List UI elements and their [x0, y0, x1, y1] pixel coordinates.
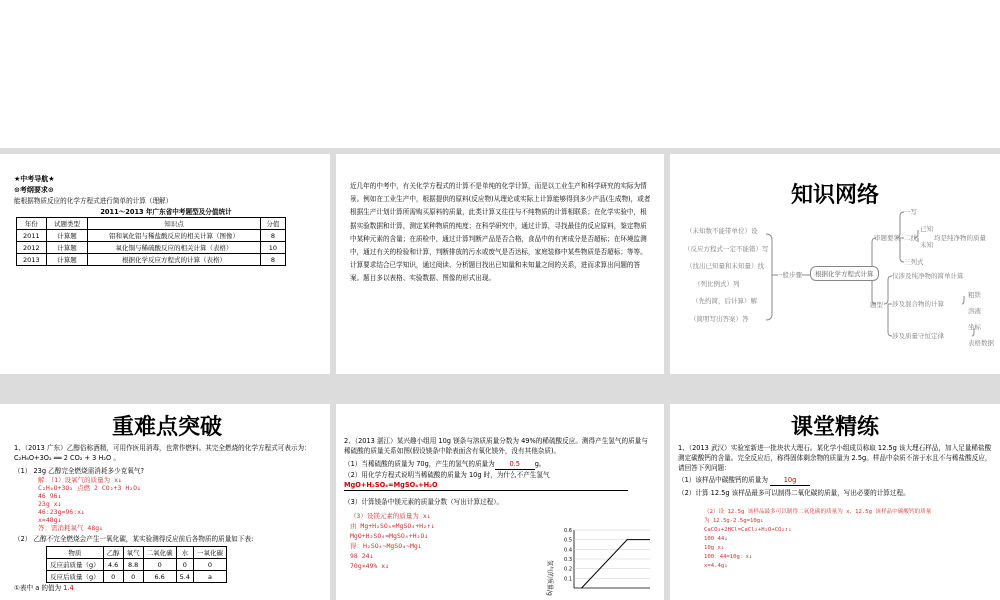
table-header: 物质	[47, 547, 104, 559]
table-row	[17, 254, 286, 266]
chart-y-tick-label: 0.2	[564, 566, 572, 573]
table-cell: 0	[103, 571, 123, 583]
table-header: 一氧化碳	[193, 547, 226, 559]
step-write: （反应方程式一定不能错）写	[684, 245, 769, 253]
chart-ylabel: 氢气的质量/g	[546, 560, 553, 596]
table-cell: 氧化铜与稀硫酸反应的相关计算（表格）	[88, 242, 261, 254]
slide-key-difficulties[interactable]	[0, 404, 330, 600]
slide6-title: 课堂精练	[790, 415, 879, 440]
table-cell: 计算题	[46, 242, 88, 254]
solution-line: 46 96↓	[38, 492, 62, 500]
chart-y-tick-label: 0.4	[564, 547, 572, 554]
table-cell: 2011	[17, 230, 47, 242]
unknown-label: 未知	[920, 241, 933, 249]
solution-line: x=48g↓	[38, 516, 62, 524]
table-cell: 0	[123, 571, 143, 583]
practice-part-1	[678, 475, 992, 486]
slide-exam-guide[interactable]	[0, 154, 330, 374]
step-list: （列比例式）列	[694, 280, 740, 288]
solution-line: 70g×49% x↓	[350, 562, 390, 570]
table-header: 分值	[260, 218, 285, 230]
step-set: （未知数不能带单位）设	[686, 227, 758, 235]
solution-line: x=4.4g↓	[704, 563, 728, 569]
table-cell: 5.4	[176, 571, 193, 583]
reaction-mass-table	[46, 546, 227, 583]
table-cell: 0	[176, 559, 193, 571]
part-3-text: ①表中 a 的值为	[14, 584, 62, 592]
solution-line: 10g x↓	[704, 545, 725, 551]
mindmap-review-node: 审题要领	[874, 234, 900, 242]
chart-y-tick-label: 0.6	[564, 528, 572, 534]
part-1-text: （1）该样品中碳酸钙的质量为	[678, 476, 768, 484]
type-sub-item: 粗铁	[968, 291, 981, 299]
table-header-row	[47, 547, 227, 559]
hydrogen-mass-chart	[544, 522, 656, 600]
type-item: 仅涉及纯净物的简单计算	[892, 272, 964, 280]
chart-series-line	[582, 540, 650, 588]
solution-line: CaCO₃+2HCl=CaCl₂+H₂O+CO₂↑↓	[704, 527, 792, 533]
part-1-text: （1）当稀硫酸的质量为 70g，产生的氢气的质量为	[344, 460, 495, 468]
part-1-unit: g。	[534, 460, 546, 468]
practice-question-1: 1、（2013 武汉）实验室新进一批块状大理石。某化学小组成员称取 12.5g 该大理石样品，加入足量稀盐酸测定碳酸钙的含量。完全反应后，称得固体剩余物的质量为 2.5g。样品中杂质不溶于水且不与稀盐酸反应，请回答下列问题：	[678, 444, 992, 472]
solution-line: C₂H₆O+3O₂ 点燃 2 CO₂+3 H₂O↓	[38, 484, 142, 492]
step-answer: （简明写出答案）答	[690, 315, 749, 323]
table-cell: 计算题	[46, 230, 88, 242]
slide1-requirement: 能根据物质反应的化学方程式进行简单的计算（理解）	[14, 197, 173, 205]
slide1-table-title: 2011～2013 年广东省中考题型及分值统计	[100, 208, 232, 216]
solution-line: 由 Mg+H₂SO₄=MgSO₄+H₂↑↓	[350, 522, 435, 530]
solution-line: 解：（1）设氧气的质量为 x↓	[38, 476, 122, 484]
type-item: 涉及混合物的计算	[892, 300, 944, 308]
question-2: 2、（2013 湛江）某兴趣小组用 10g 镁条与溶质质量分数为 49%的稀硫酸反应。测得产生氢气的质量与稀硫酸的质量关系如图(假设镁条中除表面含有氧化镁外，没有其他杂质)。	[344, 437, 648, 455]
chart-y-tick-label: 0.5	[564, 537, 572, 544]
type-sub-item: 表格数据	[968, 339, 994, 347]
chart-y-tick-label: 0.3	[564, 557, 572, 563]
solution-line: 98 24↓	[350, 552, 374, 560]
table-cell: 计算题	[46, 254, 88, 266]
table-cell: 8	[260, 254, 285, 266]
type-sub-item: 溶液	[968, 307, 981, 315]
table-header: 试题类型	[46, 218, 88, 230]
table-cell: 0	[143, 559, 176, 571]
solution-line: 100：44=10g：x↓	[704, 554, 753, 560]
practice-part-2: （2）计算 12.5g 该样品最多可以制得二氧化碳的质量，写出必要的计算过程。	[678, 489, 910, 497]
question-2-part-3: （3）计算镁条中镁元素的质量分数（写出计算过程）。	[344, 498, 504, 506]
table-cell: 0	[193, 559, 226, 571]
solution-line: 为 12.5g-2.5g=10g↓	[704, 518, 764, 524]
step-solve: （先约简，后计算）解	[692, 297, 757, 305]
mindmap-types-node: 题型	[870, 301, 883, 309]
part-2-answer: MgO+H₂SO₄=MgSO₄+H₂O	[344, 480, 628, 491]
solution-line: （2）设 12.5g 该样品最多可以制得二氧化碳的质量为 x，12.5g 该样品中碳酸钙的质量	[704, 509, 932, 515]
question-2-part-2: （2）用化学方程式说明当稀硫酸的质量为 10g 时，为什么不产生氢气	[344, 471, 550, 479]
known-label: 已知	[920, 225, 933, 233]
type-item: 涉及质量守恒定律	[892, 332, 944, 340]
handwritten-solution	[350, 511, 500, 571]
review-item: 一写	[904, 208, 917, 216]
table-header-row	[17, 218, 286, 230]
table-row	[17, 242, 286, 254]
table-cell: 8.8	[123, 559, 143, 571]
table-cell: 2012	[17, 242, 47, 254]
handwritten-solution	[38, 476, 320, 532]
slide-practice[interactable]	[670, 404, 1000, 600]
question-2-part-1	[344, 459, 652, 470]
table-cell: a	[193, 571, 226, 583]
chart-y-tick-label: 0.1	[564, 576, 572, 583]
step-find: （找出已知量和未知量）找	[686, 262, 764, 270]
intro-paragraph: 近几年的中考中，有关化学方程式的计算不是单纯的化学计算，而是以工业生产和科学研究的实际为情景。例如在工业生产中，根据提供的原料(反应物)从理论或实际上计算能够得到多少产品(生成物)，或者根据生产计划计算所需购买原料的质量，此类计算又往往与不纯物质的计算相联系；在化学实验中，根据实验数据和计算，测定某种物质的纯度；在科学研究中，通过计算，寻找最佳的反应原料，鉴定物质中某种元素的含量；在质检中，通过计算判断产品是否合格，食品中的有害成分是否超标；在环境监测中，通过有关的检验和计算，判断排放的污水或废气是否达标，家庭装修中某些物质是否超标；等等。计算要求结合已学知识，通过阅读、分析题目找出已知量和未知量之间的关系，进而求算出问题的答案。题目多以表格、实验数据、图像的形式出现。	[350, 182, 651, 283]
table-header: 水	[176, 547, 193, 559]
table-cell: 4.6	[103, 559, 123, 571]
table-header: 乙醇	[103, 547, 123, 559]
handwritten-solution	[704, 508, 992, 571]
type-sub-item: 坐标	[968, 323, 981, 331]
part-3-answer: 1.4	[63, 584, 74, 592]
solution-line: 46:23g=96:x↓	[38, 508, 85, 516]
question-1-part-2: （2） 乙醇不完全燃烧会产生一氧化碳，某实验测得反应前后各物质的质量如下表:	[14, 535, 254, 543]
slide-knowledge-network[interactable]	[670, 154, 1000, 374]
table-row	[17, 230, 286, 242]
table-header: 二氧化碳	[143, 547, 176, 559]
slide3-title: 知识网络	[790, 183, 879, 208]
table-row	[47, 571, 227, 583]
slide-question-2[interactable]	[336, 404, 664, 600]
solution-line: （3）设镁元素的质量为 x↓	[350, 512, 431, 520]
pure-note: 均是纯净物的质量	[934, 234, 986, 242]
solution-line: 23g x↓	[38, 500, 62, 508]
table-row	[47, 559, 227, 571]
solution-line: 答：需消耗氧气 48g↓	[38, 524, 104, 532]
table-cell: 2013	[17, 254, 47, 266]
review-item: 三列式	[904, 258, 924, 266]
table-cell: 根据化学反应方程式的计算（表格）	[88, 254, 261, 266]
slide-introduction[interactable]	[336, 154, 664, 374]
mindmap-steps-node: 一般步骤	[776, 271, 802, 279]
slide1-subtitle: ⊙考纲要求⊙	[14, 186, 54, 194]
table-cell: 反应后质量（g）	[47, 571, 104, 583]
review-item: 二找	[904, 234, 917, 242]
part-1-answer: 10g	[770, 475, 810, 486]
table-cell: 铝和氧化铝与稀盐酸反应的相关计算（图像）	[88, 230, 261, 242]
solution-line: 100 44↓	[704, 536, 728, 542]
exam-stat-table	[16, 217, 286, 266]
slide-gutter	[0, 374, 1000, 404]
table-cell: 8	[260, 230, 285, 242]
table-header: 知识点	[88, 218, 261, 230]
table-cell: 反应前质量（g）	[47, 559, 104, 571]
question-1-part-3	[14, 583, 320, 593]
table-header: 氧气	[123, 547, 143, 559]
slide1-title: ★中考导航★	[14, 175, 55, 183]
table-header: 年份	[17, 218, 47, 230]
slide4-title: 重难点突破	[111, 415, 222, 440]
solution-line: 得：H₂SO₄~MgSO₄~Mg↓	[350, 542, 422, 550]
part-1-answer: 0.5	[495, 459, 535, 470]
question-1-part-1: （1） 23g 乙醇完全燃烧需消耗多少克氧气?	[14, 467, 144, 475]
solution-line: MgO+H₂SO₄=MgSO₄+H₂O↓	[350, 532, 429, 540]
mindmap-center-node: 根据化学方程式计算	[810, 266, 879, 281]
question-1: 1、（2013 广东）乙醇俗称酒精，可用作医用消毒，也常作燃料。其完全燃烧的化学方程式可表示为：C₂H₆O+3O₂ ══ 2 CO₂ + 3 H₂O 。	[14, 444, 311, 462]
table-cell: 6.6	[143, 571, 176, 583]
table-cell: 10	[260, 242, 285, 254]
